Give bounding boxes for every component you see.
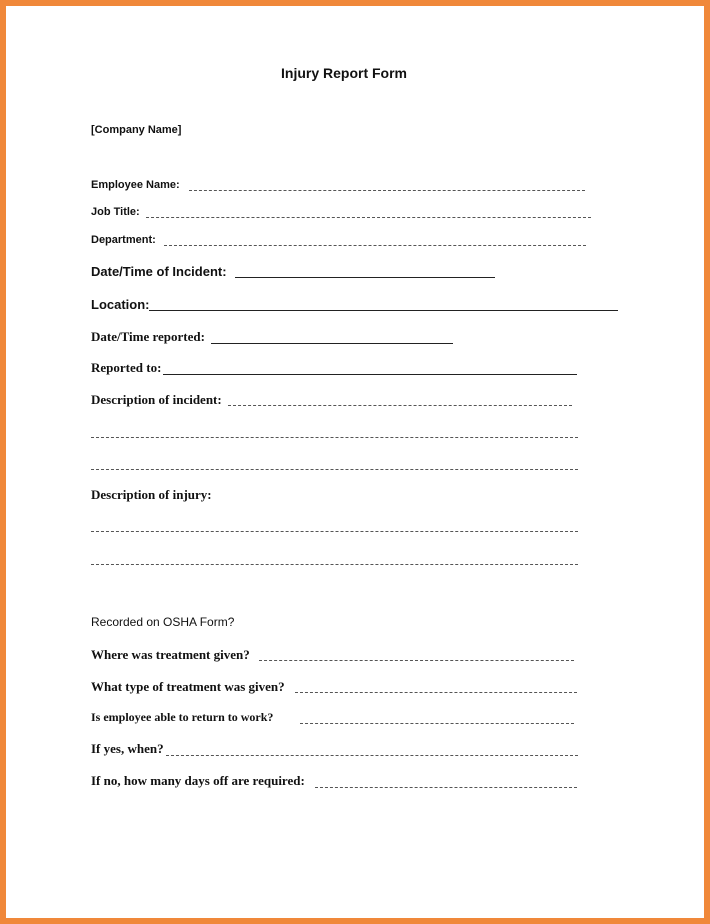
- treatment-type-field[interactable]: [295, 692, 577, 693]
- if-yes-field[interactable]: [166, 755, 578, 756]
- reported-to-label: Reported to:: [91, 360, 162, 375]
- if-yes-label: If yes, when?: [91, 741, 164, 756]
- desc-incident-line-2[interactable]: [91, 437, 578, 438]
- return-work-label: Is employee able to return to work?: [91, 710, 274, 724]
- department-label: Department:: [91, 234, 156, 246]
- datetime-reported-label: Date/Time reported:: [91, 329, 205, 344]
- datetime-incident-field[interactable]: [235, 277, 495, 278]
- desc-injury-line-1[interactable]: [91, 531, 578, 532]
- reported-to-field[interactable]: [163, 374, 577, 375]
- desc-injury-line-2[interactable]: [91, 564, 578, 565]
- treatment-where-field[interactable]: [259, 660, 574, 661]
- desc-incident-line-3[interactable]: [91, 469, 578, 470]
- if-no-field[interactable]: [315, 787, 577, 788]
- employee-name-field[interactable]: [189, 190, 585, 191]
- location-field[interactable]: [149, 310, 618, 311]
- datetime-reported-field[interactable]: [211, 343, 453, 344]
- employee-name-label: Employee Name:: [91, 179, 180, 191]
- return-work-field[interactable]: [300, 723, 574, 724]
- job-title-label: Job Title:: [91, 206, 140, 218]
- company-name: [Company Name]: [91, 124, 182, 136]
- department-field[interactable]: [164, 245, 586, 246]
- if-no-label: If no, how many days off are required:: [91, 773, 305, 788]
- form-title: Injury Report Form: [281, 65, 408, 81]
- desc-injury-label: Description of injury:: [91, 487, 212, 502]
- desc-incident-field[interactable]: [228, 405, 572, 406]
- desc-incident-label: Description of incident:: [91, 392, 222, 407]
- location-label: Location:: [91, 297, 150, 312]
- treatment-where-label: Where was treatment given?: [91, 647, 250, 662]
- datetime-incident-label: Date/Time of Incident:: [91, 264, 227, 279]
- osha-label: Recorded on OSHA Form?: [91, 615, 235, 629]
- treatment-type-label: What type of treatment was given?: [91, 679, 285, 694]
- job-title-field[interactable]: [146, 217, 591, 218]
